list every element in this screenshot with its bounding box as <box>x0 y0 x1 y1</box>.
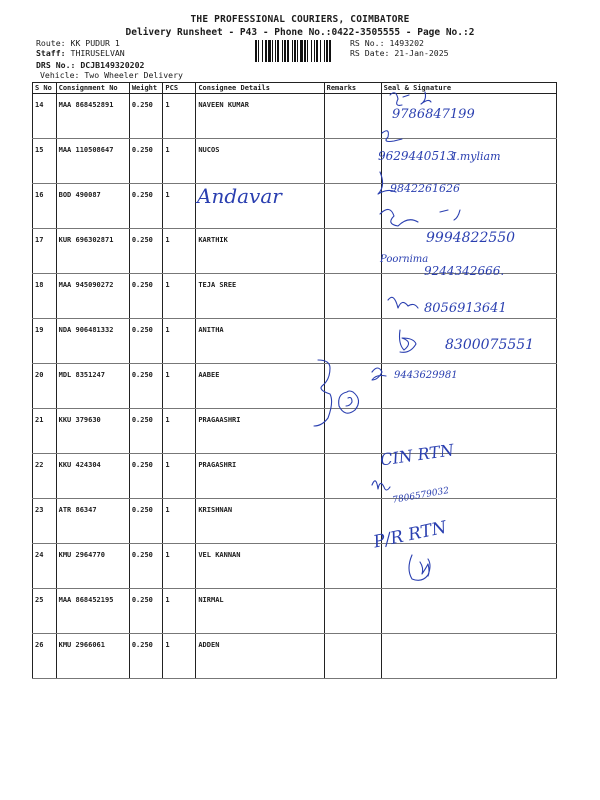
handwritten-phone: 9629440513 <box>378 149 455 163</box>
signature-scribble <box>372 368 386 380</box>
cell-consignment: KUR 696302871 <box>56 229 129 274</box>
cell-pcs: 1 <box>163 139 196 184</box>
cell-consignee: NAVEEN KUMAR <box>196 94 324 139</box>
col-consignment-header: Consignment No <box>56 83 129 94</box>
cell-sno: 16 <box>33 184 57 229</box>
cell-weight: 0.250 <box>129 319 163 364</box>
cell-consignment: KKU 379630 <box>56 409 129 454</box>
cell-pcs: 1 <box>163 409 196 454</box>
cell-pcs: 1 <box>163 544 196 589</box>
cell-consignment: MAA 110508647 <box>56 139 129 184</box>
handwritten-phone: 9244342666. <box>424 264 505 278</box>
cell-consignee: ADDEN <box>196 634 324 679</box>
route-label: Route: <box>36 38 66 48</box>
cell-sno: 26 <box>33 634 57 679</box>
handwritten-phone: 9842261626 <box>390 182 460 195</box>
cell-consignment: MAA 945090272 <box>56 274 129 319</box>
bracket-mark <box>314 360 332 426</box>
cell-consignee: PRAGAASHRI <box>196 409 324 454</box>
cell-weight: 0.250 <box>129 184 163 229</box>
cell-pcs: 1 <box>163 634 196 679</box>
signature-scribble <box>390 92 431 105</box>
cell-pcs: 1 <box>163 319 196 364</box>
cell-pcs: 1 <box>163 229 196 274</box>
col-signature-header: Seal & Signature <box>381 83 556 94</box>
circled-mark <box>339 391 359 413</box>
signature-scribble <box>409 555 430 580</box>
cell-consignee: ANITHA <box>196 319 324 364</box>
handwritten-phone: 8056913641 <box>424 301 507 316</box>
cell-consignee: NUCOS <box>196 139 324 184</box>
cell-consignment: ATR 86347 <box>56 499 129 544</box>
signature-scribble <box>382 131 402 142</box>
handwritten-remark: CIN RTN <box>378 440 456 470</box>
rs-date-label: RS Date: <box>350 48 390 58</box>
cell-sno: 22 <box>33 454 57 499</box>
cell-consignment: KKU 424304 <box>56 454 129 499</box>
cell-weight: 0.250 <box>129 229 163 274</box>
cell-weight: 0.250 <box>129 409 163 454</box>
cell-weight: 0.250 <box>129 499 163 544</box>
cell-consignee: KRISHNAN <box>196 499 324 544</box>
cell-sno: 24 <box>33 544 57 589</box>
cell-consignee: TEJA SREE <box>196 274 324 319</box>
handwritten-phone: 8300075551 <box>445 337 535 353</box>
cell-consignment: KMU 2964770 <box>56 544 129 589</box>
rs-no-label: RS No.: <box>350 38 385 48</box>
cell-consignment: NDA 906481332 <box>56 319 129 364</box>
col-consignee-header: Consignee Details <box>196 83 324 94</box>
handwritten-phone: 9786847199 <box>392 107 475 122</box>
cell-consignee: PRAGASHRI <box>196 454 324 499</box>
vehicle-value: Two Wheeler Delivery <box>84 70 183 80</box>
cell-weight: 0.250 <box>129 589 163 634</box>
cell-weight: 0.250 <box>129 544 163 589</box>
cell-sno: 20 <box>33 364 57 409</box>
cell-consignee: VEL KANNAN <box>196 544 324 589</box>
cell-consignee: NIRMAL <box>196 589 324 634</box>
cell-consignment: MDL 8351247 <box>56 364 129 409</box>
runsheet-subtitle: Delivery Runsheet - P43 - Phone No.:0422-3505555 - Page No.:2 <box>125 27 475 38</box>
cell-pcs: 1 <box>163 364 196 409</box>
cell-weight: 0.250 <box>129 454 163 499</box>
cell-sno: 23 <box>33 499 57 544</box>
cell-sno: 18 <box>33 274 57 319</box>
signature-scribble <box>400 330 417 352</box>
cell-sno: 19 <box>33 319 57 364</box>
cell-weight: 0.250 <box>129 274 163 319</box>
cell-pcs: 1 <box>163 184 196 229</box>
cell-sno: 25 <box>33 589 57 634</box>
cell-weight: 0.250 <box>129 94 163 139</box>
handwritten-name: I.myliam <box>452 150 501 163</box>
cell-consignment: BOD 490087 <box>56 184 129 229</box>
drs-label: DRS No.: <box>36 60 76 70</box>
cell-sno: 15 <box>33 139 57 184</box>
cell-weight: 0.250 <box>129 139 163 184</box>
drs-value: DCJB149320202 <box>80 60 145 70</box>
cell-consignment: KMU 2966061 <box>56 634 129 679</box>
col-weight-header: Weight <box>129 83 163 94</box>
cell-consignment: MAA 868452195 <box>56 589 129 634</box>
cell-pcs: 1 <box>163 499 196 544</box>
handwritten-phone: 9994822550 <box>426 230 516 246</box>
rs-date-value: 21-Jan-2025 <box>394 48 449 58</box>
cell-sno: 21 <box>33 409 57 454</box>
staff-value: THIRUSELVAN <box>70 48 125 58</box>
cell-consignee: AABEE <box>196 364 324 409</box>
signature-scribble <box>380 209 460 226</box>
signature-scribble <box>372 481 390 490</box>
cell-pcs: 1 <box>163 94 196 139</box>
handwritten-name: Poornima <box>380 254 429 265</box>
handwritten-name: Andavar <box>197 184 282 208</box>
handwritten-phone: 9443629981 <box>394 370 458 381</box>
cell-consignee: KARTHIK <box>196 229 324 274</box>
cell-weight: 0.250 <box>129 634 163 679</box>
col-pcs-header: PCS <box>163 83 196 94</box>
cell-sno: 14 <box>33 94 57 139</box>
company-title: THE PROFESSIONAL COURIERS, COIMBATORE <box>190 14 410 25</box>
cell-pcs: 1 <box>163 274 196 319</box>
handwritten-remark: P/R RTN <box>371 517 449 553</box>
rs-no-value: 1493202 <box>389 38 424 48</box>
cell-pcs: 1 <box>163 454 196 499</box>
col-remarks-header: Remarks <box>324 83 381 94</box>
route-value: KK PUDUR 1 <box>70 38 120 48</box>
cell-sno: 17 <box>33 229 57 274</box>
signature-scribble <box>388 297 418 308</box>
handwritten-phone: 7806579032 <box>391 485 450 506</box>
staff-label: Staff: <box>36 48 66 58</box>
cell-weight: 0.250 <box>129 364 163 409</box>
cell-pcs: 1 <box>163 589 196 634</box>
cell-consignment: MAA 868452891 <box>56 94 129 139</box>
vehicle-label: Vehicle: <box>40 70 80 80</box>
col-sno-header: S No <box>33 83 57 94</box>
